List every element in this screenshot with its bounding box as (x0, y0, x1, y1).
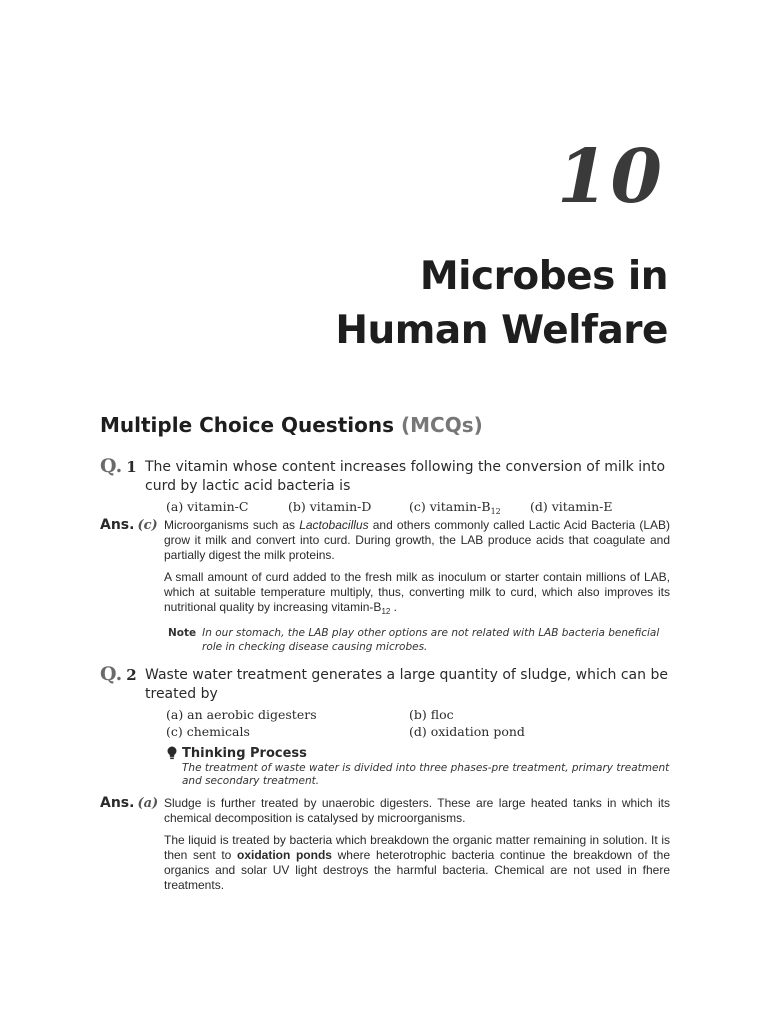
note (168, 626, 670, 654)
answer-label-text: Ans. (100, 795, 135, 811)
answer-option: (a) (137, 796, 159, 811)
answer-text (164, 518, 670, 619)
thinking-process-heading (166, 744, 670, 762)
answer-1 (100, 518, 670, 654)
question-number: 1 (126, 458, 137, 476)
question-2 (100, 663, 670, 900)
answer-p2-post: where heterotrophic bacteria continue the breakdown of the organics and solar UV light destroys the harmful bacteria. Chemical are not used in fhere treatments. (164, 848, 670, 892)
option-c-subscript: 12 (490, 507, 501, 516)
note-text: In our stomach, the LAB play other options are not related with LAB bacteria beneficial role in checking disease causing microbes. (202, 627, 660, 653)
section-heading-text: Multiple Choice Questions (100, 413, 395, 437)
answer-p2-pre: A small amount of curd added to the fresh milk as inoculum or starter contain millions of LAB, which at suitable temperature multiply, thus, converting milk to curd, which also improves its nutritional quality by increasing vitamin-B (164, 570, 670, 614)
q-marker: Q. (100, 455, 123, 477)
answer-p2-subscript: 12 (381, 607, 391, 616)
option-a: (a) vitamin-C (166, 499, 249, 514)
question-text: The vitamin whose content increases following the conversion of milk into curd by lactic acid bacteria is (145, 459, 666, 494)
thinking-process-title: Thinking Process (182, 745, 307, 761)
chapter-number: 10 (557, 134, 664, 220)
answer-p1-post: and others commonly called Lactic Acid Bacteria (LAB) grow it milk and convert into curd. During growth, the LAB produce acids that coagulate and partially digest the milk proteins. (164, 518, 670, 562)
section-heading-paren: (MCQs) (400, 413, 483, 437)
option-c (409, 498, 530, 515)
answer-p2-post: . (390, 600, 398, 614)
chapter-title-line-1: Microbes in (419, 254, 668, 299)
question-label (100, 663, 137, 685)
option-c-text: (c) vitamin-B (409, 499, 491, 514)
answer-label-text: Ans. (100, 517, 135, 533)
question-1 (100, 455, 670, 654)
answer-p1-italic: Lactobacillus (299, 518, 369, 532)
thinking-process-text: The treatment of waste water is divided into three phases-pre treatment, primary treatment and secondary treatment. (182, 762, 670, 787)
answer-2 (100, 796, 670, 893)
section-heading (100, 413, 483, 437)
answer-text (164, 796, 670, 893)
option-b: (b) floc (409, 707, 454, 722)
answer-p2-bold: oxidation ponds (236, 848, 332, 862)
q-marker: Q. (100, 663, 123, 685)
answer-paragraph-1: Sludge is further treated by unaerobic digesters. These are large heated tanks in which its chemical decomposition is catalysed by microorganisms. (164, 796, 670, 825)
option-a: (a) an aerobic digesters (166, 707, 317, 722)
option-d: (d) vitamin-E (530, 499, 613, 514)
question-label (100, 455, 137, 477)
answer-paragraph-1 (164, 518, 670, 563)
question-text: Waste water treatment generates a large quantity of sludge, which can be treated by (145, 667, 668, 702)
answer-label (100, 795, 158, 811)
question-number: 2 (126, 666, 137, 684)
option-d: (d) oxidation pond (409, 724, 525, 739)
answer-option: (c) (137, 518, 158, 533)
note-label: Note (168, 627, 197, 639)
answer-p2-pre: The liquid is treated by bacteria which breakdown the organic matter remaining in solution. It is then sent to (164, 833, 670, 862)
answer-label (100, 517, 158, 533)
answer-paragraph-2 (164, 833, 670, 893)
question-options (166, 706, 670, 740)
option-c: (c) chemicals (166, 724, 250, 739)
question-options (166, 498, 670, 515)
chapter-title (335, 250, 668, 358)
chapter-title-line-2: Human Welfare (335, 308, 668, 353)
option-b: (b) vitamin-D (288, 499, 372, 514)
answer-paragraph-2 (164, 570, 670, 619)
answer-p1-pre: Microorganisms such as (164, 518, 300, 532)
lightbulb-icon (166, 746, 178, 760)
